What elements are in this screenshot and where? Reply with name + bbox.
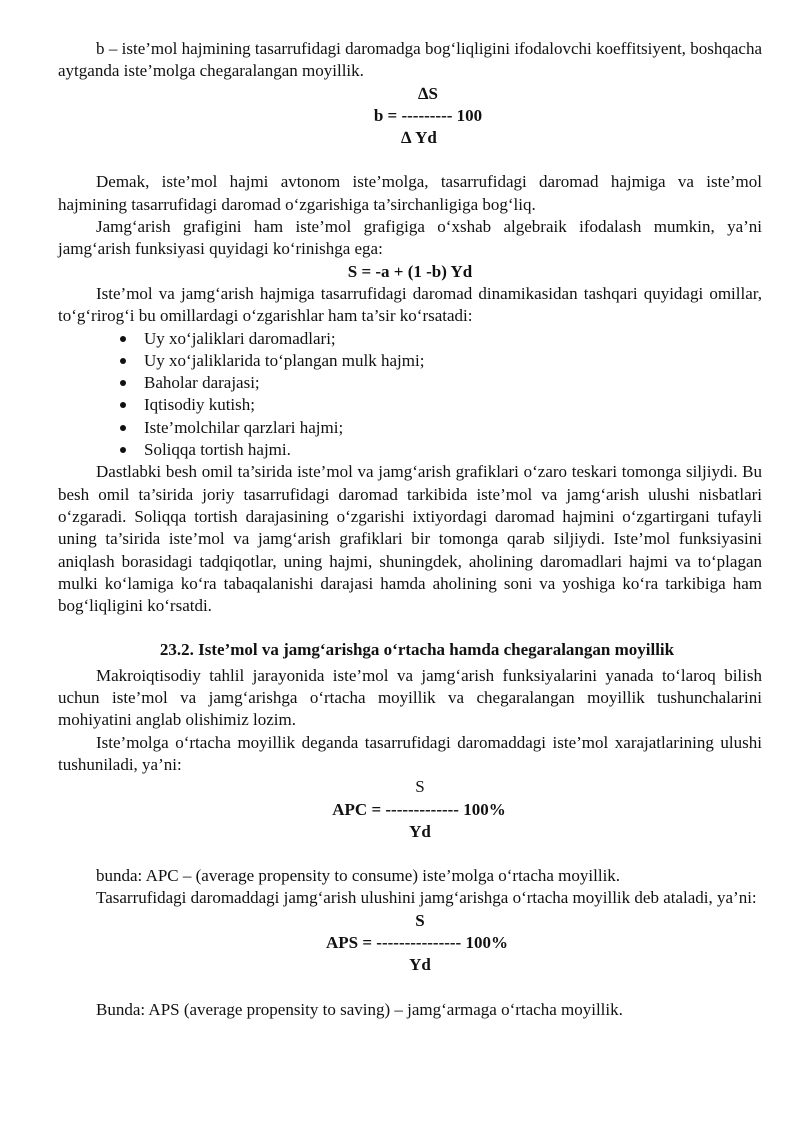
- formula-aps: [58, 910, 762, 977]
- paragraph-definition-b: b – iste’mol hajmining tasarrufidagi daromadga bog‘liqligini ifodalovchi koeffitsiyent, boshqacha aytganda iste’molga chegaralangan moyillik.: [58, 39, 762, 81]
- formula-saving: S = -a + (1 -b) Yd: [347, 261, 473, 281]
- list-item: Iste’molchilar qarzlari hajmi;: [120, 417, 762, 439]
- list-item: Uy xo‘jaliklarida to‘plangan mulk hajmi;: [120, 350, 762, 372]
- bullet-icon: [120, 447, 126, 453]
- list-item: Soliqqa tortish hajmi.: [120, 439, 762, 461]
- formula-numerator: S: [415, 777, 425, 797]
- formula-apc: [58, 776, 762, 843]
- paragraph-factors-effect: Dastlabki besh omil ta’sirida iste’mol va jamg‘arish grafiklari o‘zaro teskari tomonga siljiydi. Bu besh omil ta’sirida joriy tasarrufidagi daromad tarkibida iste’mol va jamg‘arish ulushi nisbatlari o‘zgaradi. Soliqqa tortish darajasining o‘zgarishi ixtiyordagi daromad hajmini o‘zgartirgani tufayli uning ta’sirida iste’mol va jamg‘arish grafiklari bir tomonga qarab siljiydi. Iste’mol funksiyasini aniqlash borasidagi tadqiqotlar, uning hajmi, shuningdek, aholining daromadlari hajmi va to‘plagan mulki ko‘lamiga ko‘ra tabaqalanishi darajasi hamda aholining soni va yoshiga ko‘ra tarkibiga ham bog‘liqligini ko‘rsatdi.: [58, 462, 762, 616]
- paragraph-aps-definition: Tasarrufidagi daromaddagi jamg‘arish ulushini jamg‘arishga o‘rtacha moyillik deb ataladi, ya’ni:: [96, 888, 757, 908]
- list-item: Baholar darajasi;: [120, 372, 762, 394]
- list-item: Uy xo‘jaliklari daromadlari;: [120, 328, 762, 350]
- formula-denominator: Yd: [409, 821, 431, 841]
- paragraph-apc-note: bunda: APC – (average propensity to consume) iste’molga o‘rtacha moyillik.: [96, 866, 621, 886]
- paragraph-factors: Iste’mol va jamg‘arish hajmiga tasarrufidagi daromad dinamikasidan tashqari quyidagi omillar, to‘g‘rirog‘i bu omillardagi o‘zgarishlar ham ta’sir ko‘rsatadi:: [58, 283, 762, 326]
- formula-main: APC = ------------- 100%: [332, 799, 506, 819]
- paragraph-apc-definition: Iste’molga o‘rtacha moyillik deganda tasarrufidagi daromaddagi iste’mol xarajatlarining ulushi tushuniladi, ya’ni:: [58, 732, 762, 774]
- bullet-icon: [120, 425, 126, 431]
- formula-numerator: ∆S: [418, 83, 438, 103]
- bullet-icon: [120, 402, 126, 408]
- paragraph-macro-analysis: Makroiqtisodiy tahlil jarayonida iste’mol va jamg‘arish funksiyalarini yanada to‘laroq bilish uchun iste’mol va jamg‘arishga o‘rtacha moyillik va chegaralangan moyillik tushunchalarini mohiyatini anglab olishimiz lozim.: [58, 665, 762, 730]
- formula-mpc: [58, 83, 762, 150]
- bullet-icon: [120, 358, 126, 364]
- list-item: Iqtisodiy kutish;: [120, 394, 762, 416]
- factors-list: [58, 328, 762, 462]
- formula-denominator: ∆ Yd: [401, 128, 437, 148]
- formula-denominator: Yd: [409, 955, 431, 975]
- document-page: [58, 38, 762, 1021]
- bullet-icon: [120, 336, 126, 342]
- bullet-icon: [120, 380, 126, 386]
- paragraph-saving-function: Jamg‘arish grafigini ham iste’mol grafigiga o‘xshab algebraik ifodalash mumkin, ya’ni jamg‘arish funksiyasi quyidagi ko‘rinishga ega:: [58, 217, 762, 259]
- formula-main: APS = --------------- 100%: [326, 932, 508, 952]
- paragraph-consumption-dependence: Demak, iste’mol hajmi avtonom iste’molga, tasarrufidagi daromad hajmiga va iste’mol hajmining tasarrufidagi daromad o‘zgarishiga ta’sirchanligiga bog‘liq.: [58, 172, 762, 214]
- paragraph-aps-note: Bunda: APS (average propensity to saving) – jamg‘armaga o‘rtacha moyillik.: [96, 999, 623, 1019]
- section-heading: 23.2. Iste’mol va jamg‘arishga o‘rtacha hamda chegaralangan moyillik: [159, 640, 675, 660]
- formula-numerator: S: [415, 910, 425, 930]
- formula-main: b = --------- 100: [373, 105, 483, 125]
